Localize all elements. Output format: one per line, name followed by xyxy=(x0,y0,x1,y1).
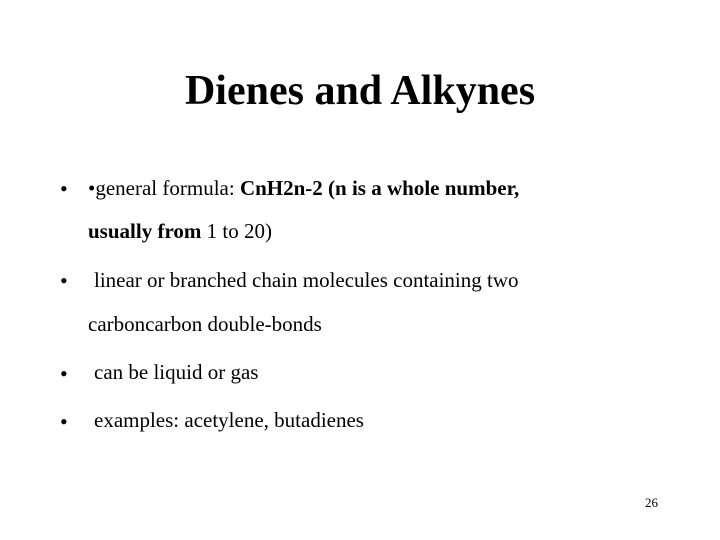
bullet-marker: • xyxy=(60,268,68,293)
bullet-marker: • xyxy=(60,176,68,201)
bullet-marker: • xyxy=(60,361,68,386)
bullet-1-line-1 xyxy=(88,176,519,201)
bullet-1-line-2 xyxy=(88,219,272,244)
bullet-2-line-2: carboncarbon double-bonds xyxy=(88,312,322,336)
bullet-marker: • xyxy=(60,409,68,434)
page-number: 26 xyxy=(645,495,658,510)
bullet-4-line-1: examples: acetylene, butadienes xyxy=(94,408,364,432)
bullet-1-line-2-bold: usually from xyxy=(88,219,202,243)
bullet-1-line-2-regular: 1 to 20) xyxy=(201,219,272,243)
slide-title: Dienes and Alkynes xyxy=(184,68,536,114)
bullet-3-line-1: can be liquid or gas xyxy=(94,360,259,384)
bullet-1-text-bold: CnH2n-2 (n is a whole number, xyxy=(239,176,520,200)
bullet-1-text-regular: •general formula: xyxy=(88,176,240,200)
bullet-2-line-1: linear or branched chain molecules containing two xyxy=(94,268,519,292)
